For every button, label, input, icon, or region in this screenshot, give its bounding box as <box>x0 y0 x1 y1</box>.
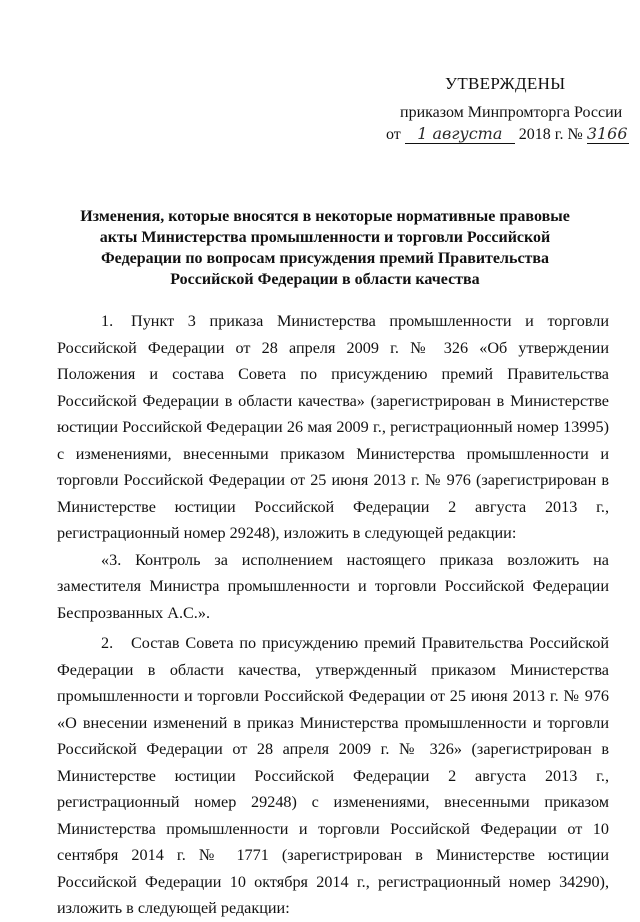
paragraph-text: Состав Совета по присуждению премий Правительства Российской Федерации в области качества, утвержденный приказом Министерства промышленности и торговли Российской Федерации от 25 июня 2013 г. № 976 «О внесении изменений в приказ Министерства промышленности и торговли Российской Федерации от 28 апреля 2009 г. № 326» (зарегистрирован в Министерстве юстиции Российской Федерации 2 августа 2013 г., регистрационный номер 29248) с изменениями, внесенными приказом Министерства промышленности и торговли Российской Федерации от 10 сентября 2014 г. № 1771 (зарегистрирован в Министерстве юстиции Российской Федерации 10 октября 2014 г., регистрационный номер 34290), изложить в следующей редакции: <box>57 634 609 917</box>
handwritten-number: 3166 <box>586 124 628 143</box>
document-body <box>57 308 609 922</box>
document-title: Изменения, которые вносятся в некоторые нормативные правовые акты Министерства промышленности и торговли Российской Федерации по вопросам присуждения премий Правительства Российской Федерации в области качества <box>80 208 570 288</box>
date-suffix: 2018 г. № <box>518 126 583 143</box>
paragraph-2 <box>57 630 609 922</box>
paragraph-number: 2. <box>101 634 114 652</box>
order-date-line <box>386 124 629 144</box>
date-prefix: от <box>386 126 401 143</box>
paragraph-text: «3. Контроль за исполнением настоящего приказа возложить на заместителя Министра промышленности и торговли Российской Федерации Беспрозванных А.С.». <box>57 550 609 622</box>
order-line: приказом Минпромторга России <box>400 104 623 121</box>
paragraph-1 <box>57 308 609 547</box>
approved-label: УТВЕРЖДЕНЫ <box>445 74 566 93</box>
paragraph-text: Пункт 3 приказа Министерства промышленности и торговли Российской Федерации от 28 апреля 2009 г. № 326 «Об утверждении Положения и состава Совета по присуждению премий Правительства Российской Федерации в области качества» (зарегистрирован в Министерстве юстиции Российской Федерации 26 мая 2009 г., регистрационный номер 13995) с изменениями, внесенными приказом Министерства промышленности и торговли Российской Федерации от 25 июня 2013 г. № 976 (зарегистрирован в Министерстве юстиции Российской Федерации 2 августа 2013 г., регистрационный номер 29248), изложить в следующей редакции: <box>57 312 609 542</box>
paragraph-number: 1. <box>101 312 114 330</box>
quoted-paragraph <box>57 547 609 627</box>
handwritten-date: 1 августа <box>405 124 515 144</box>
